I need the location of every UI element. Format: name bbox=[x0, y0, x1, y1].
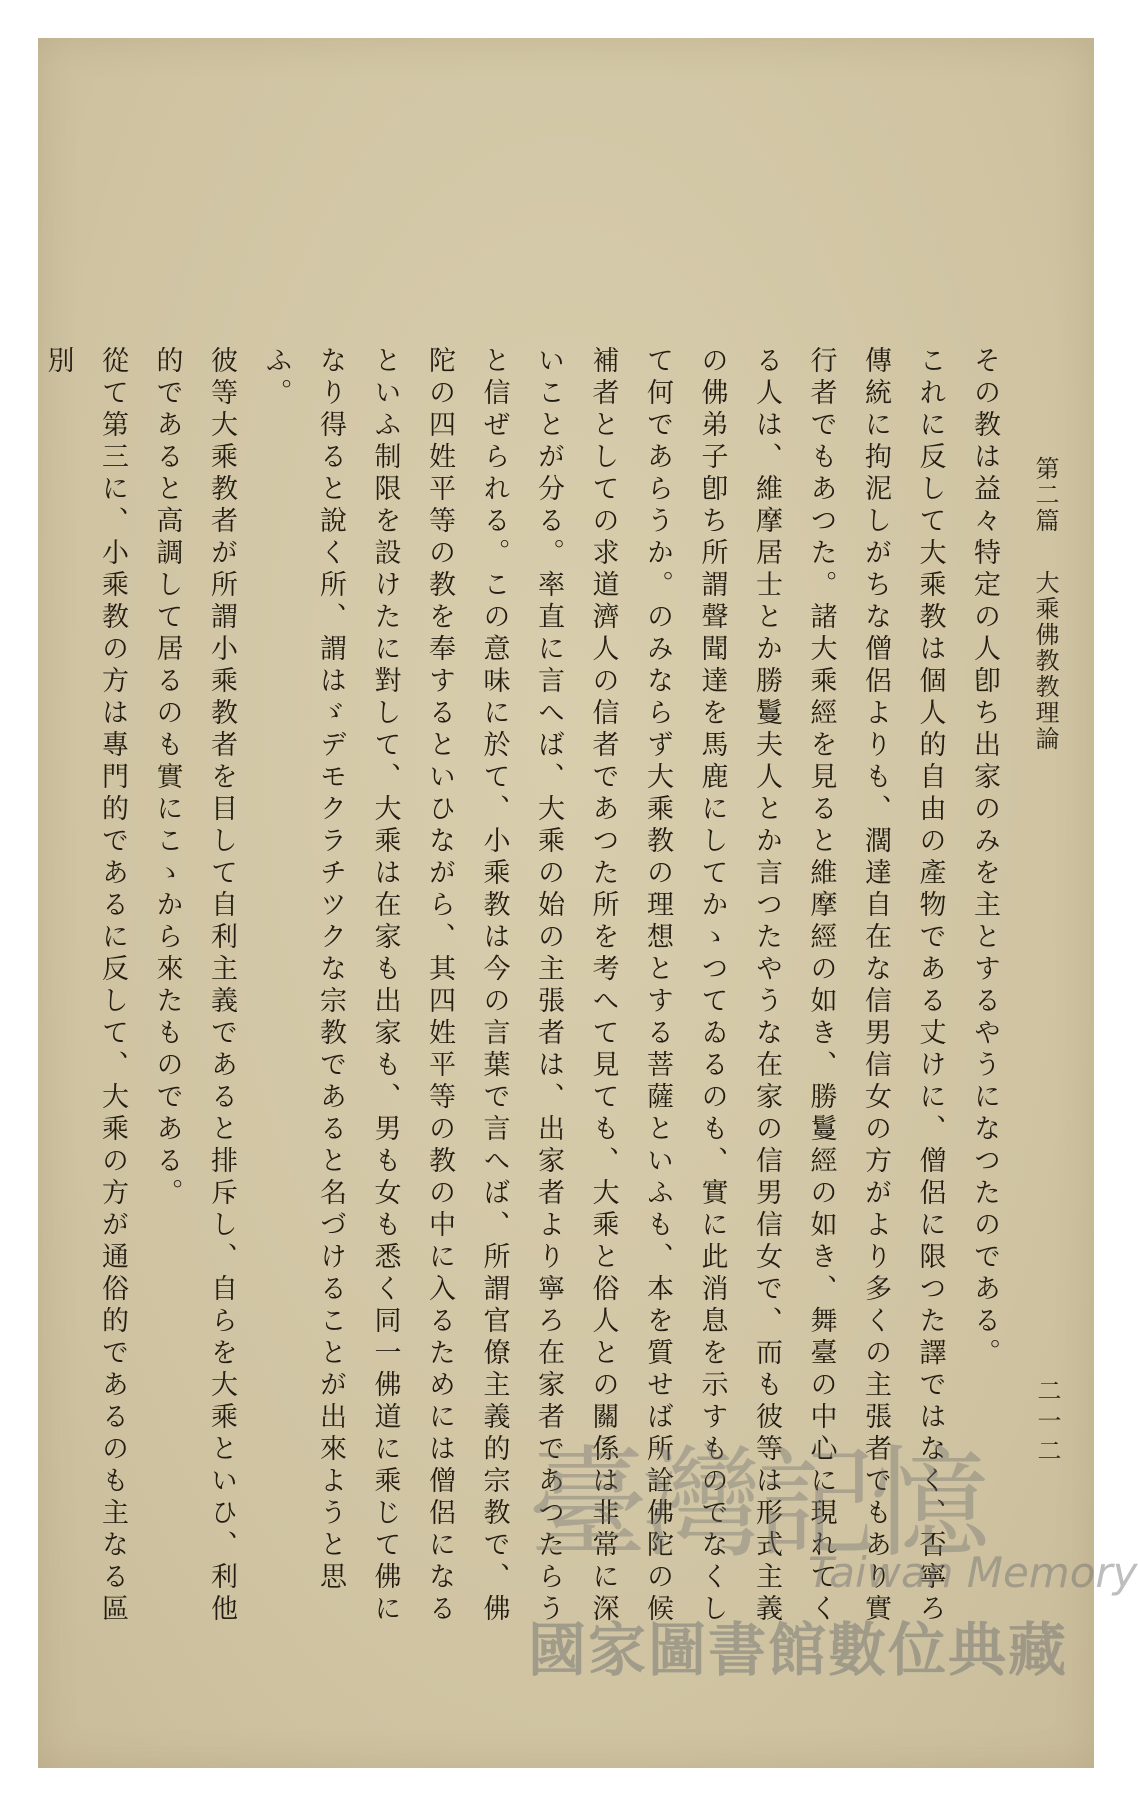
watermark-org: 國家圖書館數位典藏 bbox=[528, 1616, 1069, 1684]
section-label: 第二篇 bbox=[1031, 456, 1059, 534]
watermark-subtitle: Taiwan Memory bbox=[808, 1548, 1138, 1597]
paragraph: これに反して大乘教は個人的自由の產物である丈けに、僧侶に限つた譯ではなく、否寧ろ傳統に拘泥しがちな僧侶よりも、濶達自在な信男信女の方がより多くの主張者でもあり實行者でもあつた。諸大乘經を見ると維摩經の如き、勝鬘經の如き、舞臺の中心に現れてくる人は、維摩居士とか勝鬘夫人とか言つたやうな在家の信男信女で、而も彼等は形式主義の佛弟子卽ち所謂聲聞達を馬鹿にしてかゝつてゐるのも、實に此消息を示すものでなくして何であらうか。のみならず大乘教の理想とする菩薩といふも、本を質せば所詮佛陀の候補者としての求道濟人の信者であつた所を考へて見ても、大乘と俗人との關係は非常に深いことが分る。率直に言へば、大乘の始の主張者は、出家者より寧ろ在家者であつたらうと信ぜられる。この意味に於て、小乘教は今の言葉で言へば、所謂官僚主義的宗教で、佛陀の四姓平等の教を奉するといひながら、其四姓平等の教の中に入るためには僧侶になるといふ制限を設けたに對して、大乘は在家も出家も、男も女も悉く同一佛道に乘じて佛になり得ると說く所、謂はゞデモクラチツクな宗教であると名づけることが出來ようと思ふ。 bbox=[260, 346, 946, 1626]
paragraph: 從て第三に、小乘教の方は專門的であるに反して、大乘の方が通俗的であるのも主なる區別 bbox=[42, 346, 128, 1626]
book-page bbox=[38, 38, 1138, 1768]
watermark-title: 臺灣記憶 bbox=[528, 1435, 984, 1574]
running-header bbox=[1028, 456, 1063, 752]
section-title: 大乘佛教教理論 bbox=[1031, 569, 1059, 752]
paragraph: 彼等大乘教者が所謂小乘教者を目して自利主義であると排斥し、自らを大乘といひ、利他的であると高調して居るのも實にこゝから來たものである。 bbox=[151, 346, 237, 1626]
page-number: 二一二 bbox=[1033, 1378, 1061, 1468]
paragraph: その教は益々特定の人卽ち出家のみを主とするやうになつたのである。 bbox=[969, 346, 1000, 1370]
body-text bbox=[42, 346, 1011, 1636]
